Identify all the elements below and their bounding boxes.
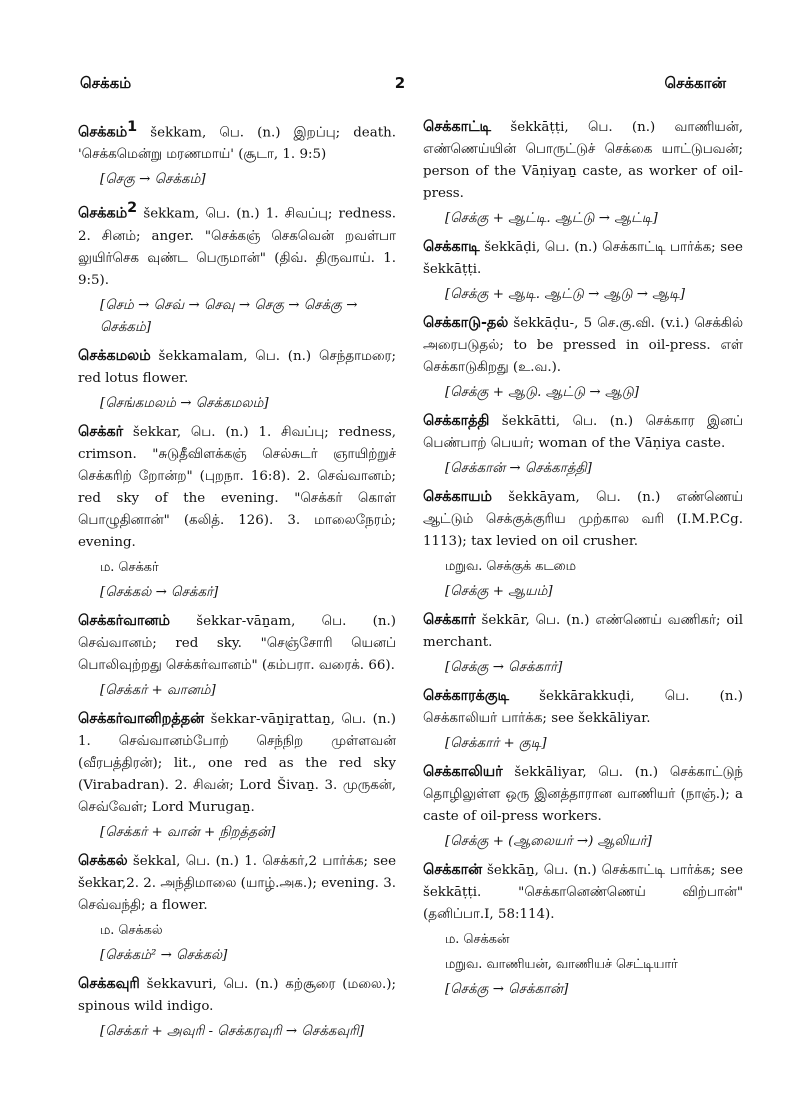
etymology: [செக்கர் + வானம்] (100, 682, 216, 698)
entry-definition: šekkāḍu-, 5 செ.கு.வி. (v.i.) செக்கில் அரைபடுதல்; to be pressed in oil-press. எள் செக்காடுகிறது (உ.வ.). (423, 316, 743, 375)
entry-definition: šekkar-vāṉam, பெ. (n.) செவ்வானம்; red sky. "செஞ்சோரி யெனப் பொலிவுற்றது செக்கர்வானம்" (கம்பரா. வரைக். 66). (78, 613, 397, 673)
dictionary-entry (78, 345, 396, 415)
headword: செக்கவுரி (78, 975, 140, 992)
headword: செக்கார் (423, 612, 476, 628)
dictionary-entry (78, 708, 396, 844)
entry-definition: šekkāṭṭi, பெ. (n.) வாணியன், எண்ணெய்யின் பொருட்டுச் செக்கை யாட்டுபவன்; person of the Vāṇiyaṉ caste, as worker of oil-press. (423, 120, 743, 201)
running-head-left: செக்கம் (80, 74, 132, 92)
dictionary-entry (423, 236, 743, 306)
headword: செக்கம் (78, 205, 128, 222)
etymology: [செக்கு + ஆயம்] (445, 584, 553, 599)
cognate-note: ம. செக்கன் (445, 932, 510, 947)
entry-definition: šekkam, பெ. (n.) இறப்பு; death. 'செக்கமென்று மரணமாய்' (சூடா, 1. 9:5) (78, 125, 396, 163)
etymology: [செக்கு → செக்கான்] (445, 982, 569, 997)
headword: செக்கல் (78, 852, 128, 869)
entry-definition: šekkāḍi, பெ. (n.) செக்காட்டி பார்க்க; see šekkāṭṭi. (423, 240, 743, 277)
headword: செக்கம் (78, 124, 128, 141)
headword: செக்காரக்குடி (423, 688, 509, 704)
headword: செக்காயம் (423, 489, 493, 505)
dictionary-entry (423, 410, 743, 480)
dictionary-entry (423, 859, 743, 1001)
entry-definition: šekkar, பெ. (n.) 1. சிவப்பு; redness, crimson. "சுடுதீவிளக்கஞ் செல்சுடர் ஞாயிற்றுச் செக்கரிற் றோன்ற" (புறநா. 16:8). 2. செவ்வானம்; red sky of the evening. "செக்கர் கொள் பொழுதினான்" (கலித். 126). 3. மாலைநேரம்; evening. (78, 424, 396, 550)
dictionary-entry (423, 312, 743, 404)
dictionary-entry (78, 116, 396, 191)
cognate-note: மறுவ. வாணியன், வாணியச் செட்டியார் (445, 957, 678, 972)
etymology: [செகு → செக்கம்] (100, 172, 206, 188)
running-head-right: செக்கான் (664, 74, 726, 92)
dictionary-entry (78, 610, 396, 702)
homograph-number: 2 (127, 200, 138, 217)
entry-definition: šekkāṉ, பெ. (n.) செக்காட்டி பார்க்க; see šekkāṭṭi. "செக்கானெண்ணெய் விற்பான்" (தனிப்பா.I, 58:114). (423, 863, 743, 922)
headword: செக்கர்வானம் (78, 612, 170, 629)
cognate-note: ம. செக்கர் (100, 559, 159, 575)
cognate-note: ம. செக்கல் (100, 922, 163, 938)
headword: செக்கர் (78, 423, 124, 440)
running-head (66, 74, 734, 98)
etymology: [செக்கு + (ஆலையர் →) ஆலியர்] (445, 834, 652, 849)
right-column (423, 116, 743, 1007)
etymology: [செக்கான் → செக்காத்தி] (445, 461, 592, 476)
dictionary-entry (423, 761, 743, 853)
etymology: [செக்கு + ஆட்டி. ஆட்டு → ஆட்டி] (445, 211, 658, 226)
entry-definition: šekkāyam, பெ. (n.) எண்ணெய் ஆட்டும் செக்குக்குரிய முற்கால வரி (I.M.P.Cg. 1113); tax levied on oil crusher. (423, 490, 743, 549)
etymology: [செக்கார் + குடி] (445, 736, 547, 751)
cognate-note: மறுவ. செக்குக் கடமை (445, 559, 576, 574)
etymology: [செம் → செவ் → செவு → செகு → செக்கு → செக்கம்] (100, 297, 358, 335)
dictionary-entry (78, 850, 396, 967)
etymology: [செக்கம்² → செக்கல்] (100, 947, 228, 963)
dictionary-entry (423, 486, 743, 603)
dictionary-entry (78, 973, 396, 1043)
headword: செக்கமலம் (78, 347, 151, 364)
entry-definition: šekkātti, பெ. (n.) செக்கார இனப் பெண்பாற் பெயர்; woman of the Vāṇiya caste. (423, 414, 743, 451)
headword: செக்காடு-தல் (423, 315, 509, 331)
homograph-number: 1 (127, 119, 138, 135)
entry-definition: šekkamalam, பெ. (n.) செந்தாமரை; red lotus flower. (78, 348, 396, 386)
dictionary-entry (423, 685, 743, 755)
headword: செக்கர்வானிறத்தன் (78, 710, 205, 727)
dictionary-entry (78, 197, 396, 338)
entry-definition: šekkal, பெ. (n.) 1. செக்கர்,2 பார்க்க; see šekkar,2. 2. அந்திமாலை (யாழ்.அக.); evening. 3. செவ்வந்தி; a flower. (78, 853, 396, 913)
headword: செக்காலியர் (423, 764, 503, 780)
entry-definition: šekkavuri, பெ. (n.) கற்சூரை (மலை.); spinous wild indigo. (78, 976, 397, 1014)
dictionary-entry (423, 609, 743, 679)
etymology: [செக்கல் → செக்கர்] (100, 584, 219, 600)
entry-definition: šekkāliyar, பெ. (n.) செக்காட்டுந் தொழிலுள்ள ஒரு இனத்தாரான வாணியர் (நாஞ்.); a caste of oil-press workers. (423, 765, 743, 824)
entry-definition: šekkam, பெ. (n.) 1. சிவப்பு; redness. 2. சினம்; anger. "செக்கஞ் செகவென் றவள்பா லுயிர்செக வுண்ட பெருமான்" (திவ். திருவாய். 1. 9:5). (78, 206, 396, 288)
etymology: [செக்கு → செக்கார்] (445, 660, 563, 675)
headword: செக்கான் (423, 862, 483, 878)
headword: செக்காத்தி (423, 413, 490, 429)
etymology: [செங்கமலம் → செக்கமலம்] (100, 395, 269, 411)
dictionary-entry (423, 116, 743, 230)
headword: செக்காட்டி (423, 119, 492, 135)
entry-definition: šekkārakkuḍi, பெ. (n.) செக்காலியர் பார்க்க; see šekkāliyar. (423, 689, 744, 726)
page-number: 2 (394, 74, 406, 92)
headword: செக்காடி (423, 239, 480, 255)
left-column (78, 116, 396, 1049)
etymology: [செக்கர் + அவுரி - செக்கரவுரி → செக்கவுரி] (100, 1023, 365, 1039)
entry-definition: šekkar-vāṉiṟattaṉ, பெ. (n.) 1. செவ்வானம்போற் செந்நிற முள்ளவன் (வீரபத்திரன்); lit., one red as the red sky (Virabadran). 2. சிவன்; Lord Šivaṉ. 3. முருகன், செவ்வேள்; Lord Murugaṉ. (78, 711, 396, 815)
etymology: [செக்கு + ஆடு. ஆட்டு → ஆடு] (445, 385, 639, 400)
etymology: [செக்கர் + வான் + நிறத்தன்] (100, 824, 276, 840)
etymology: [செக்கு + ஆடி. ஆட்டு → ஆடு → ஆடி] (445, 287, 685, 302)
entry-definition: šekkār, பெ. (n.) எண்ணெய் வணிகர்; oil merchant. (423, 613, 743, 650)
dictionary-entry (78, 421, 396, 604)
